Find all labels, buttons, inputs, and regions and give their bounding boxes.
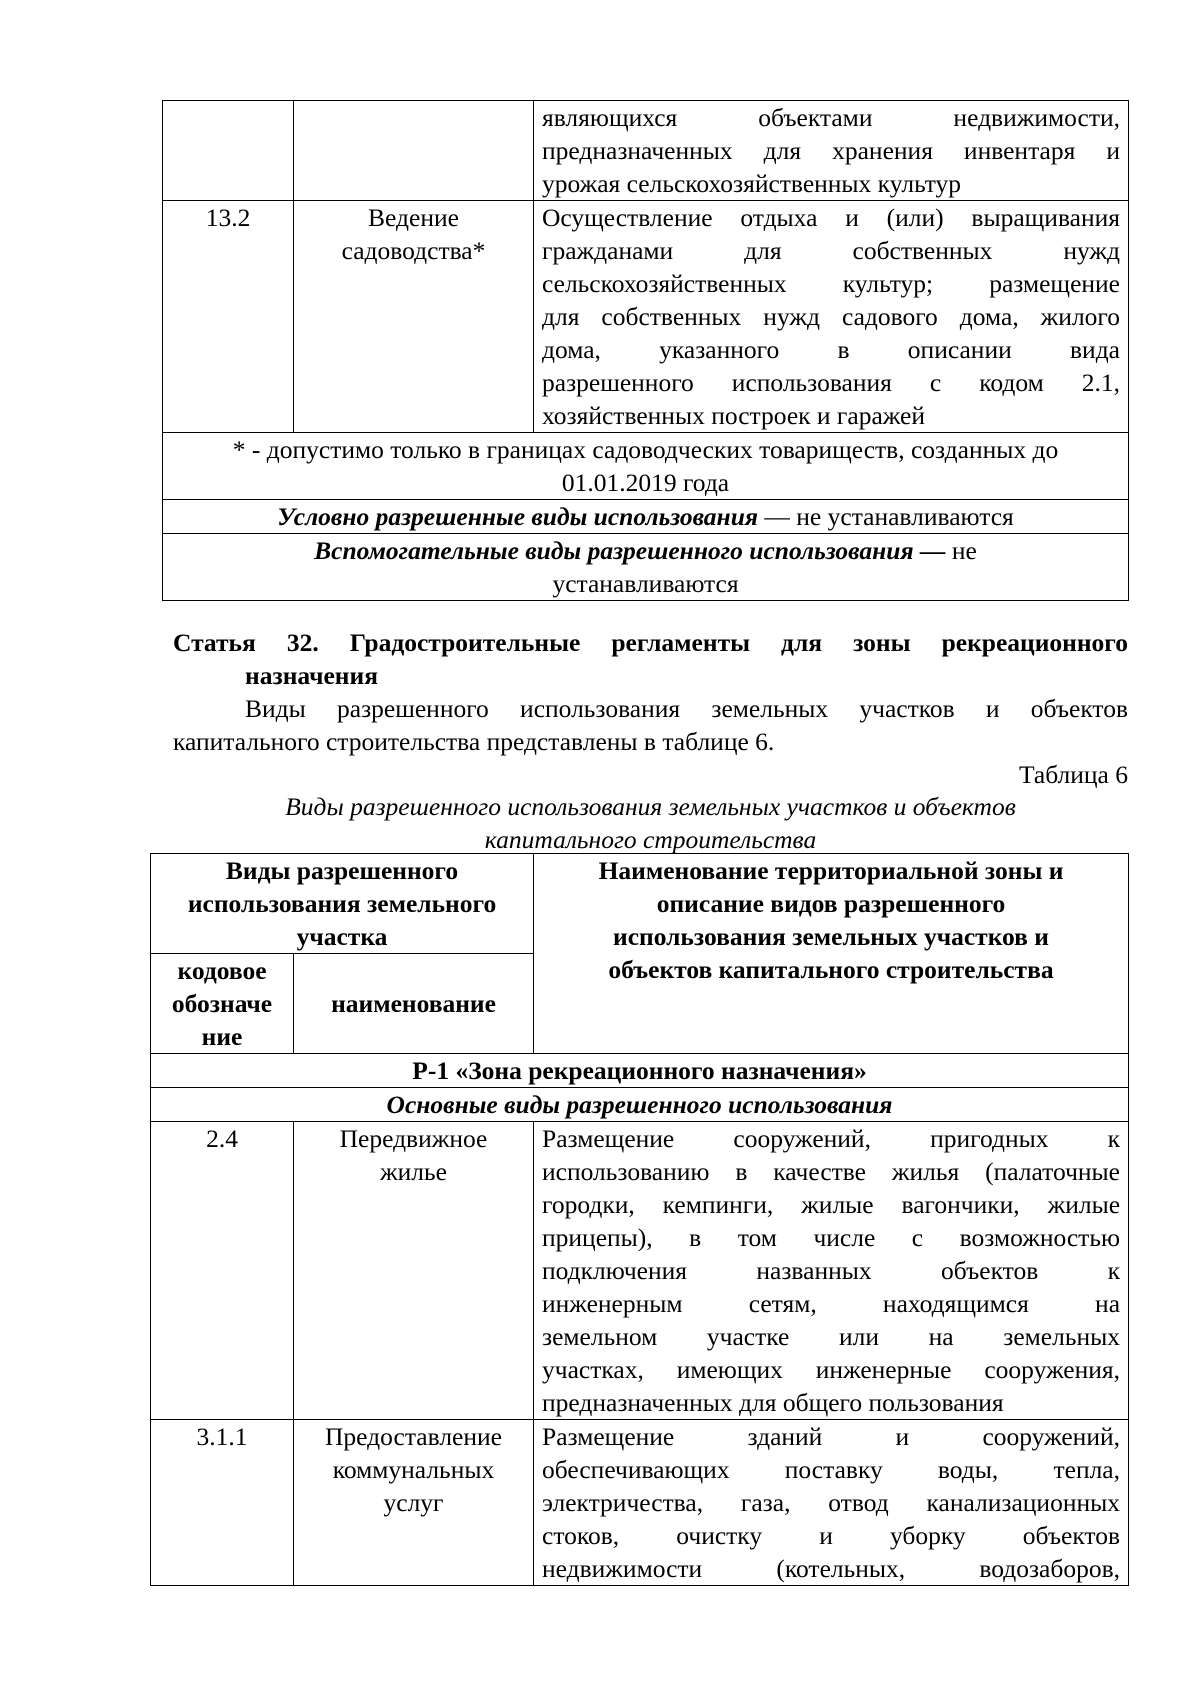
table-label: Таблица 6 <box>1018 760 1128 789</box>
section-row <box>151 1088 1129 1122</box>
auxiliary-uses-cell: Вспомогательные виды разрешенного использования — не устанавливаются <box>163 534 1129 601</box>
zone-cell: Р-1 «Зона рекреационного назначения» <box>151 1054 1129 1088</box>
code-cell: 3.1.1 <box>151 1420 294 1586</box>
table-row <box>151 1122 1129 1420</box>
name-cell <box>294 101 534 201</box>
article-title: Статья 32. Градостроительные регламенты для зоны рекреационного <box>173 628 1128 657</box>
name-cell: Предоставление коммунальных услуг <box>294 1420 534 1586</box>
header-name-cell: наименование <box>294 954 534 1054</box>
name-cell: Передвижное жилье <box>294 1122 534 1420</box>
auxiliary-uses-row <box>163 534 1129 601</box>
article-paragraph: Виды разрешенного использования земельных участков и объектов капитального строительства представлены в таблице 6. <box>173 694 1128 756</box>
article-title-continuation: назначения <box>245 661 378 690</box>
conditional-uses-row <box>163 500 1129 534</box>
name-cell: Ведение садоводства* <box>294 201 534 433</box>
description-cell: Размещение зданий и сооружений, обеспечивающих поставку воды, тепла, электричества, газа, отвод канализационных стоков, очистку и уборку объектов недвижимости (котельных, водозаборов, <box>534 1420 1129 1586</box>
header-row <box>151 854 1129 954</box>
zone-row <box>151 1054 1129 1088</box>
footnote-row <box>163 433 1129 500</box>
code-cell <box>163 101 294 201</box>
header-group-cell: Виды разрешенного использования земельного участка <box>151 854 534 954</box>
table-caption: Виды разрешенного использования земельных участков и объектов капитального строительства <box>285 792 1016 854</box>
table-row <box>163 101 1129 201</box>
header-description-cell: Наименование территориальной зоны и описание видов разрешенного использования земельных участков и объектов капитального строительства <box>534 854 1129 1054</box>
code-cell: 2.4 <box>151 1122 294 1420</box>
table-row <box>163 201 1129 433</box>
footnote-cell: * - допустимо только в границах садоводческих товариществ, созданных до 01.01.2019 года <box>163 433 1129 500</box>
code-cell: 13.2 <box>163 201 294 433</box>
conditional-uses-cell: Условно разрешенные виды использования — не устанавливаются <box>163 500 1129 534</box>
continuation-table <box>162 100 1129 601</box>
description-cell: Размещение сооружений, пригодных к использованию в качестве жилья (палаточные городки, кемпинги, жилые вагончики, жилые прицепы), в том числе с возможностью подключения названных объектов к инженерным сетям, находящимся на земельном участке или на земельных участках, имеющих инженерные сооружения, предназначенных для общего пользования <box>534 1122 1129 1420</box>
header-code-cell: кодовое обозначе ние <box>151 954 294 1054</box>
description-cell: являющихся объектами недвижимости, предназначенных для хранения инвентаря и урожая сельскохозяйственных культур <box>534 101 1129 201</box>
table-row <box>151 1420 1129 1586</box>
table-6 <box>150 853 1129 1586</box>
section-cell: Основные виды разрешенного использования <box>151 1088 1129 1122</box>
description-cell: Осуществление отдыха и (или) выращивания гражданами для собственных нужд сельскохозяйственных культур; размещение для собственных нужд садового дома, жилого дома, указанного в описании вида разрешенного использования с кодом 2.1, хозяйственных построек и гаражей <box>534 201 1129 433</box>
